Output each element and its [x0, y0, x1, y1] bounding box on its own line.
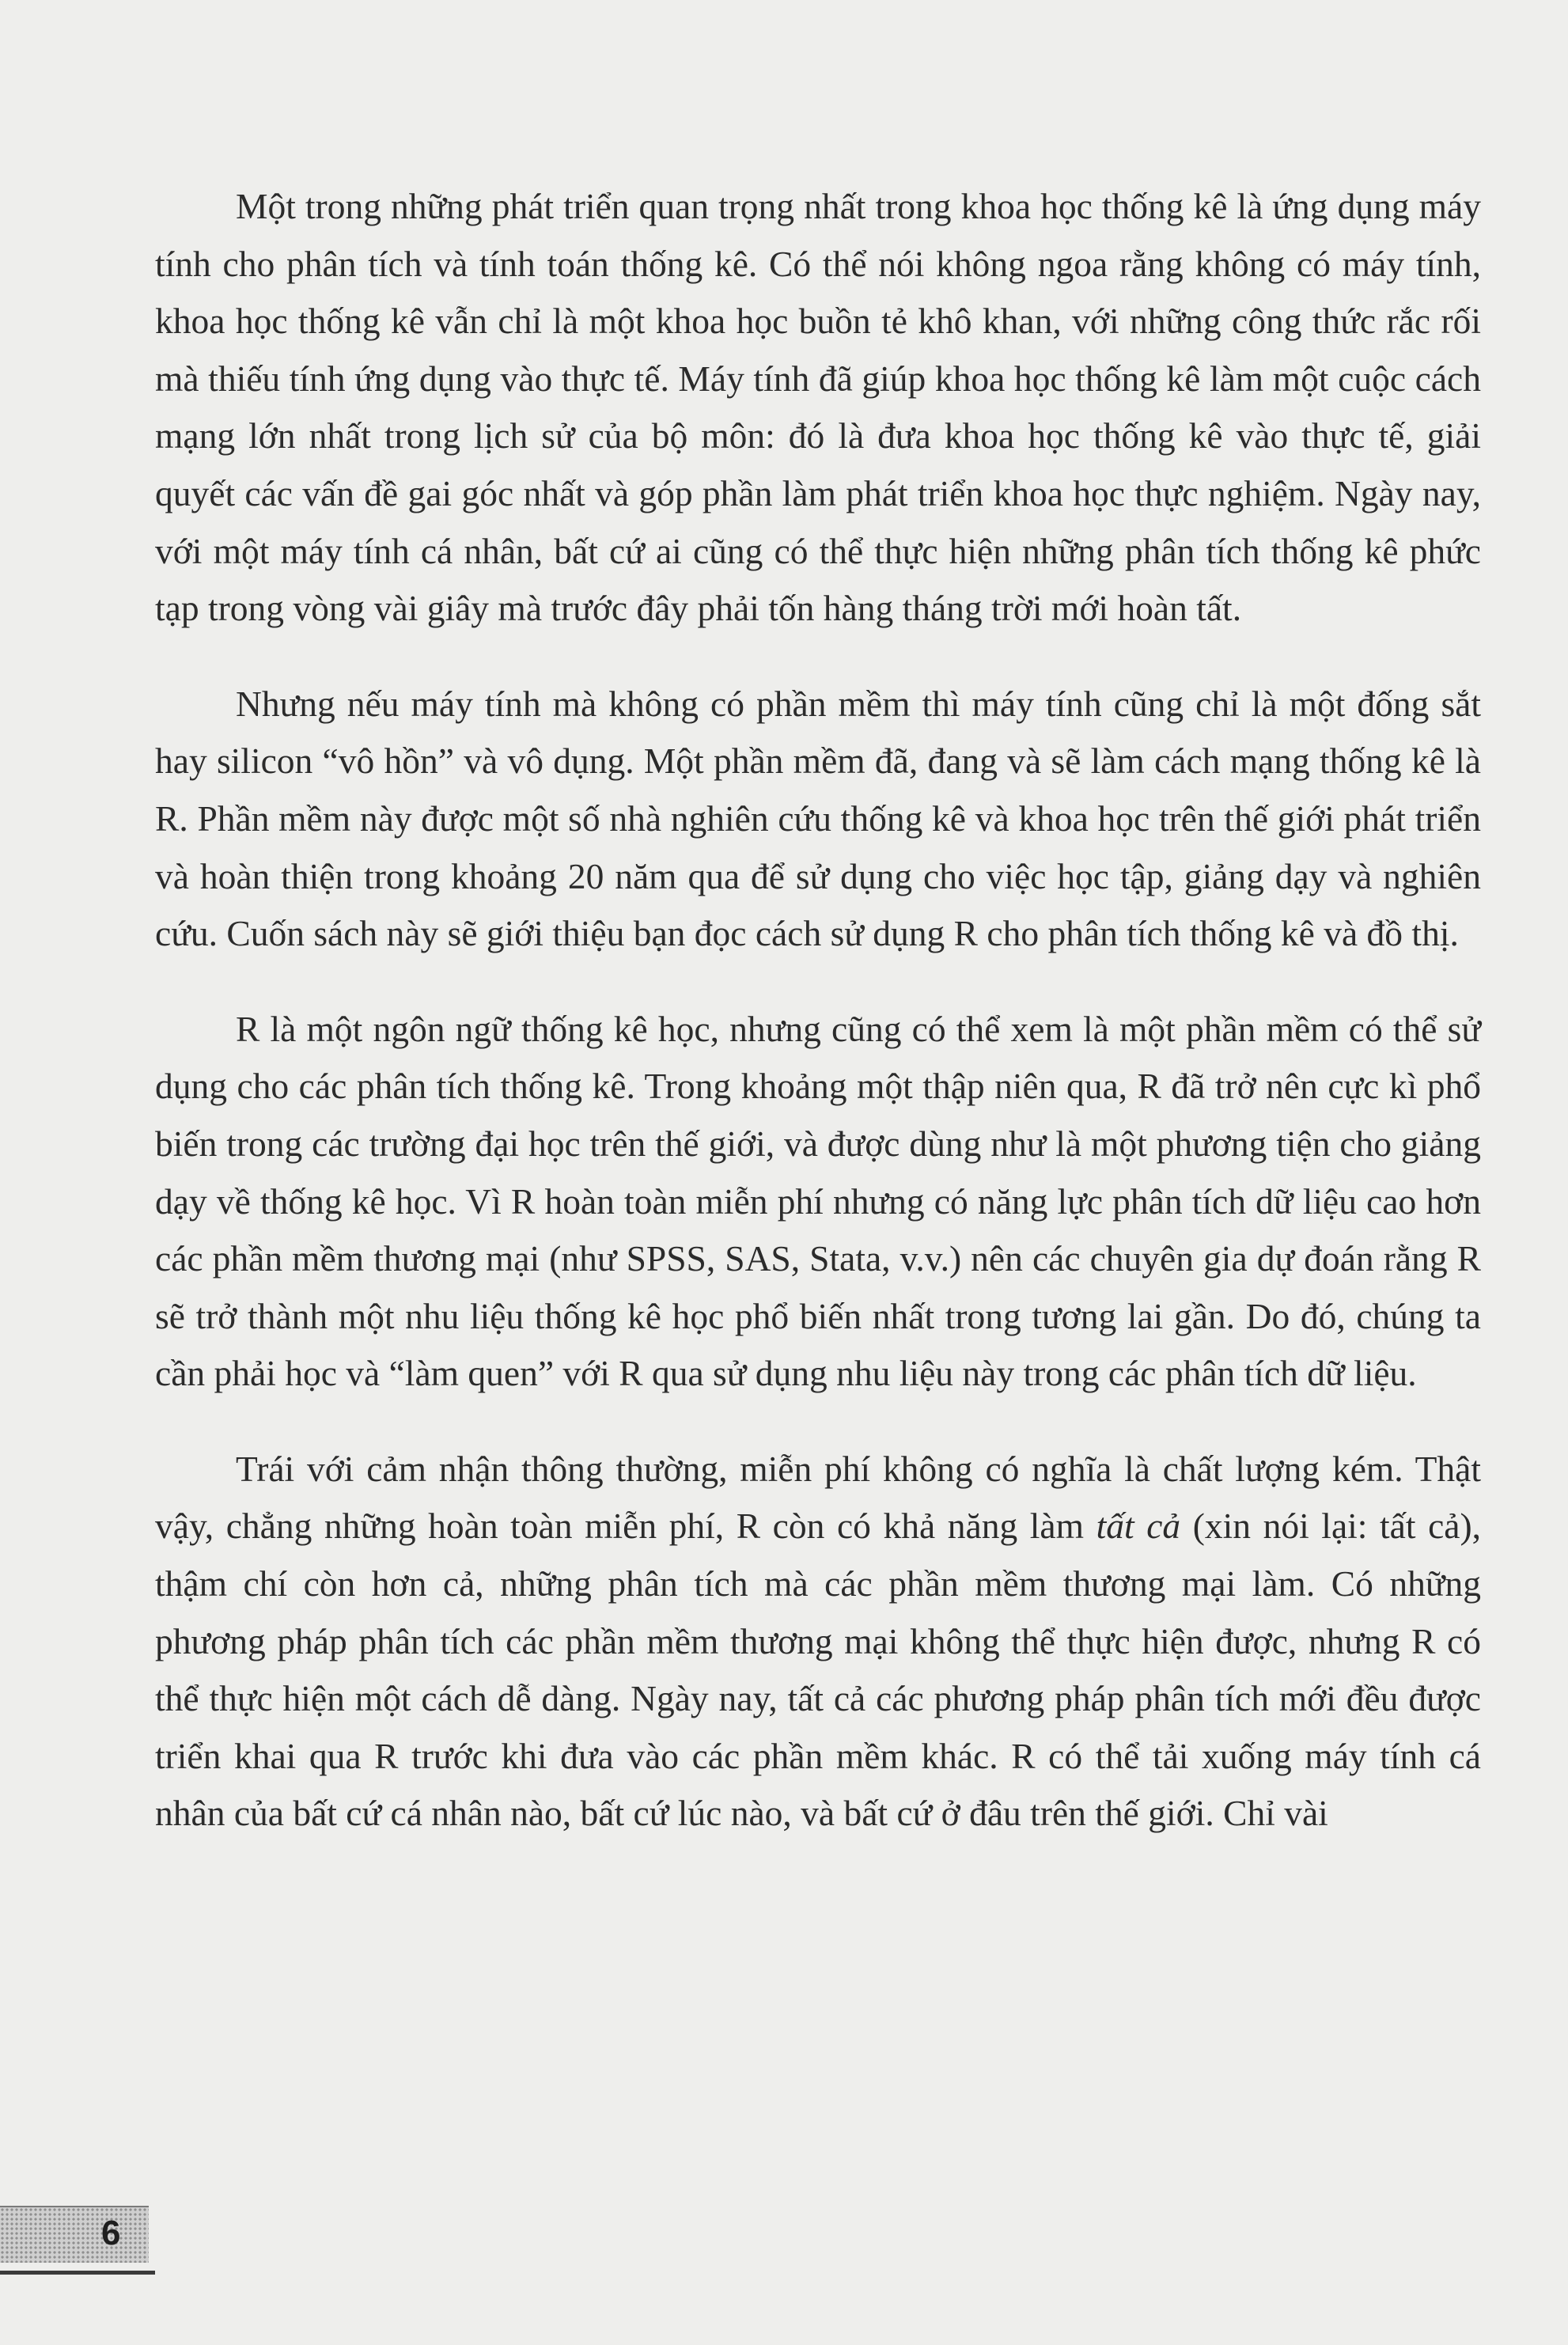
paragraph-text-after: (xin nói lại: tất cả), thậm chí còn hơn cả, những phân tích mà các phần mềm thương mại làm. Có những phương pháp phân tích các phần mềm thương mại không thể thực hiện được, nhưng R có thể thực hiện một cách dễ dàng. Ngày nay, tất cả các phương pháp phân tích mới đều được triển khai qua R trước khi đưa vào các phần mềm khác. R có thể tải xuống máy tính cá nhân của bất cứ cá nhân nào, bất cứ lúc nào, và bất cứ ở đâu trên thế giới. Chỉ vài — [155, 1506, 1481, 1834]
paragraph-software-r: Nhưng nếu máy tính mà không có phần mềm thì máy tính cũng chỉ là một đống sắt hay silicon “vô hồn” và vô dụng. Một phần mềm đã, đang và sẽ làm cách mạng thống kê là R. Phần mềm này được một số nhà nghiên cứu thống kê và khoa học trên thế giới phát triển và hoàn thiện trong khoảng 20 năm qua để sử dụng cho việc học tập, giảng dạy và nghiên cứu. Cuốn sách này sẽ giới thiệu bạn đọc cách sử dụng R cho phân tích thống kê và đồ thị. — [155, 683, 1481, 954]
page-number: 6 — [101, 2214, 121, 2252]
paragraph-free-not-low-quality — [155, 1441, 1481, 1843]
emphasis-text: tất cả — [1096, 1506, 1181, 1547]
paragraph-r-language: R là một ngôn ngữ thống kê học, nhưng cũng có thể xem là một phần mềm có thể sử dụng cho các phân tích thống kê. Trong khoảng một thập niên qua, R đã trở nên cực kì phổ biến trong các trường đại học trên thế giới, và được dùng như là một phương tiện cho giảng dạy về thống kê học. Vì R hoàn toàn miễn phí nhưng có năng lực phân tích dữ liệu cao hơn các phần mềm thương mại (như SPSS, SAS, Stata, v.v.) nên các chuyên gia dự đoán rằng R sẽ trở thành một nhu liệu thống kê học phổ biến nhất trong tương lai gần. Do đó, chúng ta cần phải học và “làm quen” với R qua sử dụng nhu liệu này trong các phân tích dữ liệu. — [155, 1008, 1481, 1394]
paragraph-text-before: Trái với cảm nhận thông thường, miễn phí không có nghĩa là chất lượng kém. Thật vậy, chẳng những hoàn toàn miễn phí, R còn có khả năng làm — [155, 1448, 1481, 1547]
body-text — [155, 178, 1481, 1843]
page-number-tab — [0, 2206, 149, 2263]
page-number-rule — [0, 2271, 155, 2275]
paragraph-computers-in-statistics: Một trong những phát triển quan trọng nhất trong khoa học thống kê là ứng dụng máy tính cho phân tích và tính toán thống kê. Có thể nói không ngoa rằng không có máy tính, khoa học thống kê vẫn chỉ là một khoa học buồn tẻ khô khan, với những công thức rắc rối mà thiếu tính ứng dụng vào thực tế. Máy tính đã giúp khoa học thống kê làm một cuộc cách mạng lớn nhất trong lịch sử của bộ môn: đó là đưa khoa học thống kê vào thực tế, giải quyết các vấn đề gai góc nhất và góp phần làm phát triển khoa học thực nghiệm. Ngày nay, với một máy tính cá nhân, bất cứ ai cũng có thể thực hiện những phân tích thống kê phức tạp trong vòng vài giây mà trước đây phải tốn hàng tháng trời mới hoàn tất. — [155, 186, 1481, 629]
